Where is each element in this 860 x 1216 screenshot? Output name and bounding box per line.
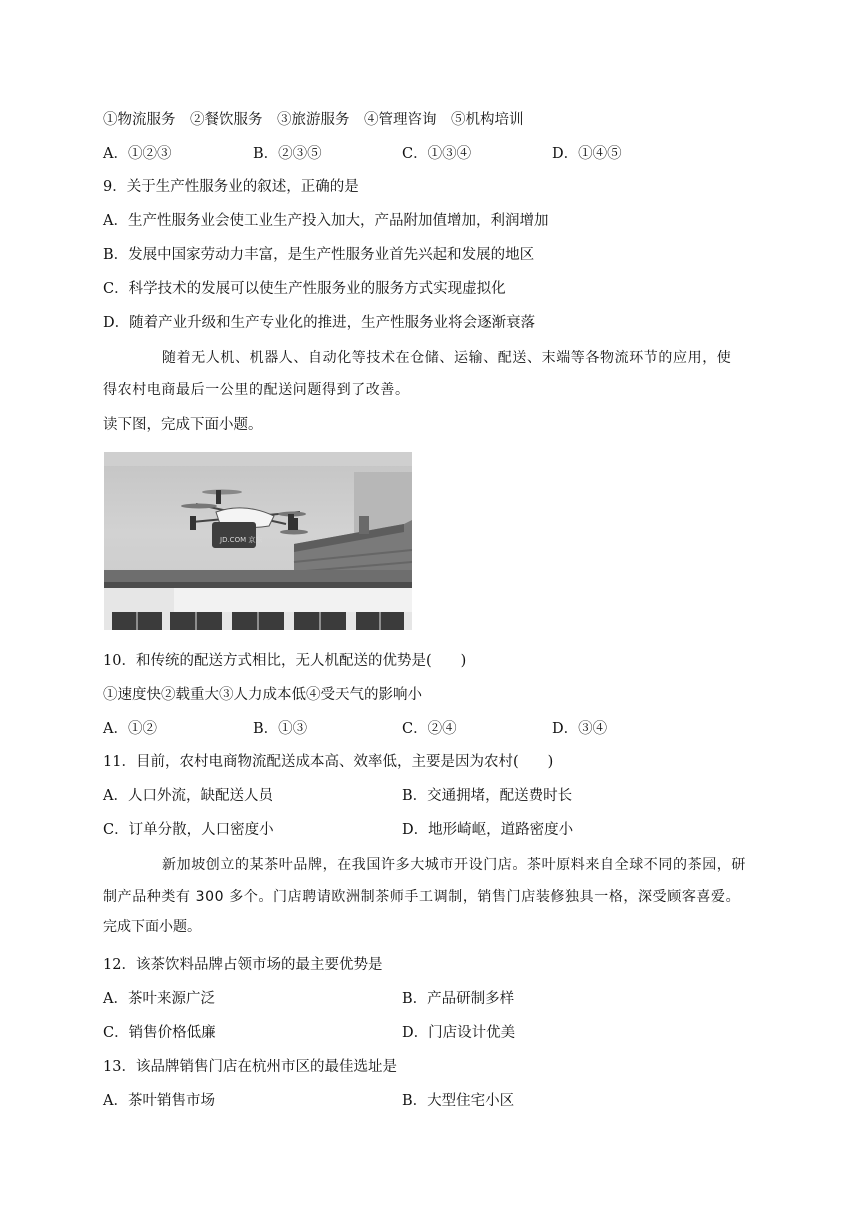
q9-option-b: B．发展中国家劳动力丰富，是生产性服务业首先兴起和发展的地区 xyxy=(103,247,535,263)
instruction-read-figure: 读下图，完成下面小题。 xyxy=(103,417,263,433)
q9-option-a: A．生产性服务业会使工业生产投入加大，产品附加值增加，利润增加 xyxy=(103,213,549,229)
svg-text:JD.COM 京东: JD.COM 京东 xyxy=(220,536,263,544)
passage-drone-line-2: 得农村电商最后一公里的配送问题得到了改善。 xyxy=(103,382,410,398)
q12-option-c: C．销售价格低廉 xyxy=(103,1025,216,1041)
q13-stem: 13．该品牌销售门店在杭州市区的最佳选址是 xyxy=(103,1059,397,1075)
q10-option-b: B．①③ xyxy=(253,721,308,737)
q8-items: ①物流服务 ②餐饮服务 ③旅游服务 ④管理咨询 ⑤机构培训 xyxy=(103,112,524,128)
q10-option-d: D．③④ xyxy=(552,721,608,737)
q8-option-a: A．①②③ xyxy=(103,146,172,162)
passage-drone xyxy=(103,348,755,400)
q10-option-a: A．①② xyxy=(103,721,157,737)
q11-option-c: C．订单分散，人口密度小 xyxy=(103,822,274,838)
q10-items: ①速度快②载重大③人力成本低④受天气的影响小 xyxy=(103,687,422,703)
q10-option-c: C．②④ xyxy=(402,721,457,737)
q12-option-d: D．门店设计优美 xyxy=(402,1025,516,1041)
drone-icon xyxy=(181,490,308,549)
q10-stem: 10．和传统的配送方式相比，无人机配送的优势是( ) xyxy=(103,653,467,669)
q12-option-a: A．茶叶来源广泛 xyxy=(103,991,215,1007)
q8-option-b: B．②③⑤ xyxy=(253,146,322,162)
passage-tea-line-3: 完成下面小题。 xyxy=(103,919,201,935)
passage-drone-line-1: 随着无人机、机器人、自动化等技术在仓储、运输、配送、末端等各物流环节的应用，使 xyxy=(162,350,732,366)
drone-delivery-photo xyxy=(104,452,412,630)
q11-option-d: D．地形崎岖，道路密度小 xyxy=(402,822,574,838)
q11-option-a: A．人口外流，缺配送人员 xyxy=(103,788,273,804)
q9-option-c: C．科学技术的发展可以使生产性服务业的服务方式实现虚拟化 xyxy=(103,281,506,297)
passage-tea-line-2: 制产品种类有 300 多个。门店聘请欧洲制茶师手工调制，销售门店装修独具一格，深受顾客喜爱。 xyxy=(103,889,741,905)
passage-tea-brand xyxy=(103,855,755,937)
q12-option-b: B．产品研制多样 xyxy=(402,991,515,1007)
q13-option-a: A．茶叶销售市场 xyxy=(103,1093,215,1109)
q13-option-b: B．大型住宅小区 xyxy=(402,1093,515,1109)
q8-option-c: C．①③④ xyxy=(402,146,472,162)
q9-option-d: D．随着产业升级和生产专业化的推进，生产性服务业将会逐渐衰落 xyxy=(103,315,536,331)
q9-stem: 9．关于生产性服务业的叙述，正确的是 xyxy=(103,179,359,195)
q8-option-d: D．①④⑤ xyxy=(552,146,622,162)
q11-option-b: B．交通拥堵，配送费时长 xyxy=(402,788,573,804)
q12-stem: 12．该茶饮料品牌占领市场的最主要优势是 xyxy=(103,957,383,973)
passage-tea-line-1: 新加坡创立的某茶叶品牌，在我国许多大城市开设门店。茶叶原料来自全球不同的茶园，研 xyxy=(162,857,746,873)
drone-photo-illustration xyxy=(104,452,412,630)
q11-stem: 11．目前，农村电商物流配送成本高、效率低，主要是因为农村( ) xyxy=(103,754,554,770)
